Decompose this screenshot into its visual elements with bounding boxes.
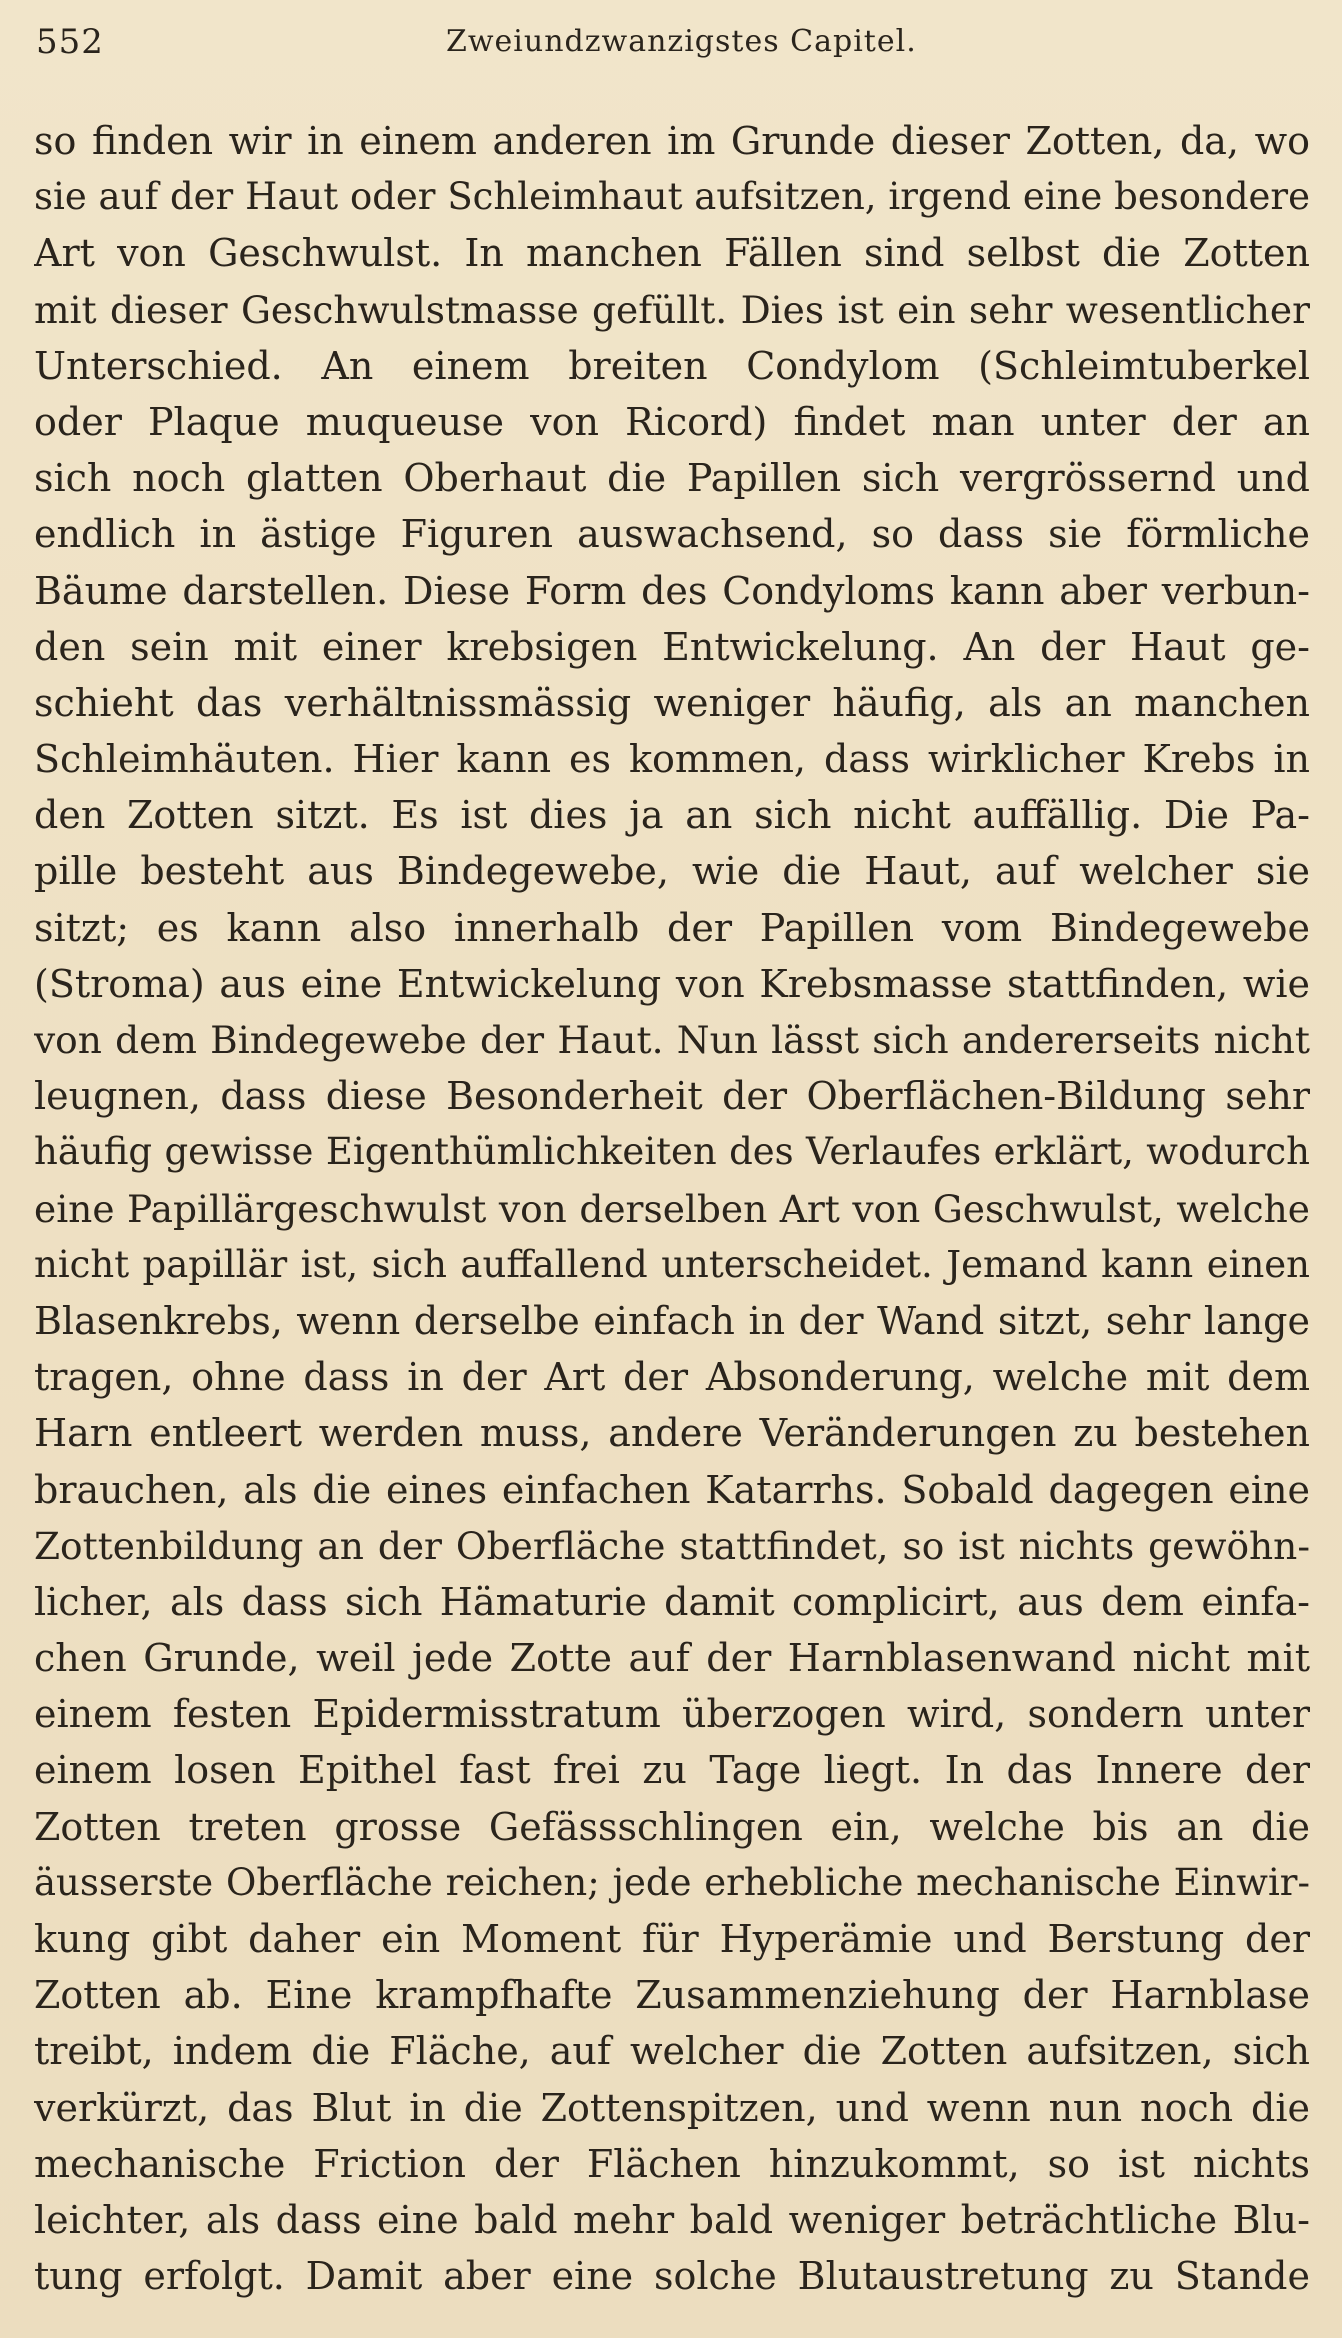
text-line: den sein mit einer krebsigen Entwickelung. An der Haut ge- [34,624,1310,669]
text-line: Zotten treten grosse Gefässschlingen ein, welche bis an die [34,1804,1310,1849]
text-line: tung erfolgt. Damit aber eine solche Blutaustretung zu Stande [34,2254,1310,2299]
text-line: Art von Geschwulst. In manchen Fällen sind selbst die Zotten [34,231,1310,276]
text-line: kung gibt daher ein Moment für Hyperämie und Berstung der [34,1917,1310,1961]
text-line: tragen, ohne dass in der Art der Absonderung, welche mit dem [34,1355,1310,1400]
text-line: Schleimhäuten. Hier kann es kommen, dass wirklicher Krebs in [34,737,1310,782]
text-line: sitzt; es kann also innerhalb der Papillen vom Bindegewebe [34,905,1310,950]
text-line: Zottenbildung an der Oberfläche stattfindet, so ist nichts gewöhn- [34,1523,1310,1568]
text-line: äusserste Oberfläche reichen; jede erhebliche mechanische Einwir- [34,1860,1310,1904]
text-line: Blasenkrebs, wenn derselbe einfach in der Wand sitzt, sehr lange [34,1298,1310,1343]
text-line: leichter, als dass eine bald mehr bald weniger beträchtliche Blu- [34,2197,1310,2242]
text-line: eine Papillärgeschwulst von derselben Art von Geschwulst, welche [34,1186,1310,1231]
text-line: chen Grunde, weil jede Zotte auf der Harnblasenwand nicht mit [34,1636,1310,1681]
text-line: Harn entleert werden muss, andere Veränderungen zu bestehen [34,1411,1310,1456]
text-line: (Stroma) aus eine Entwickelung von Krebsmasse stattfinden, wie [34,961,1310,1006]
text-line: Bäume darstellen. Diese Form des Condyloms kann aber verbun- [34,568,1310,613]
text-line: treibt, indem die Fläche, auf welcher die Zotten aufsitzen, sich [34,2029,1310,2074]
running-head: Zweiundzwanzigstes Capitel. [446,24,917,59]
page-number: 552 [36,22,104,62]
text-line: einem losen Epithel fast frei zu Tage liegt. In das Innere der [34,1748,1310,1793]
text-line: den Zotten sitzt. Es ist dies ja an sich nicht auffällig. Die Pa- [34,793,1310,838]
text-line: brauchen, als die eines einfachen Katarrhs. Sobald dagegen eine [34,1467,1310,1512]
text-line: von dem Bindegewebe der Haut. Nun lässt sich andererseits nicht [34,1018,1310,1062]
text-line: sich noch glatten Oberhaut die Papillen sich vergrössernd und [34,456,1310,501]
text-line: leugnen, dass diese Besonderheit der Oberflächen-Bildung sehr [34,1074,1310,1119]
text-line: licher, als dass sich Hämaturie damit complicirt, aus dem einfa- [34,1579,1310,1624]
text-line: mechanische Friction der Flächen hinzukommt, so ist nichts [34,2141,1310,2186]
page-header [36,22,1316,72]
body-text [34,113,1310,2304]
text-line: nicht papillär ist, sich auffallend unterscheidet. Jemand kann einen [34,1242,1310,1286]
text-line: pille besteht aus Bindegewebe, wie die Haut, auf welcher sie [34,849,1310,894]
text-line: so finden wir in einem anderen im Grunde dieser Zotten, da, wo [34,119,1310,163]
text-line: Zotten ab. Eine krampfhafte Zusammenziehung der Harnblase [34,1973,1310,2018]
text-line: sie auf der Haut oder Schleimhaut aufsitzen, irgend eine besondere [34,175,1310,219]
text-line: einem festen Epidermisstratum überzogen wird, sondern unter [34,1692,1310,1737]
text-line: mit dieser Geschwulstmasse gefüllt. Dies ist ein sehr wesentlicher [34,287,1310,332]
text-line: verkürzt, das Blut in die Zottenspitzen, und wenn nun noch die [34,2085,1310,2130]
text-line: endlich in ästige Figuren auswachsend, so dass sie förmliche [34,512,1310,557]
text-line: Unterschied. An einem breiten Condylom (Schleimtuberkel [34,343,1310,388]
text-line: oder Plaque muqueuse von Ricord) findet man unter der an [34,399,1310,444]
text-line: häufig gewisse Eigenthümlichkeiten des Verlaufes erklärt, wodurch [34,1130,1310,1174]
text-line: schieht das verhältnissmässig weniger häufig, als an manchen [34,680,1310,725]
